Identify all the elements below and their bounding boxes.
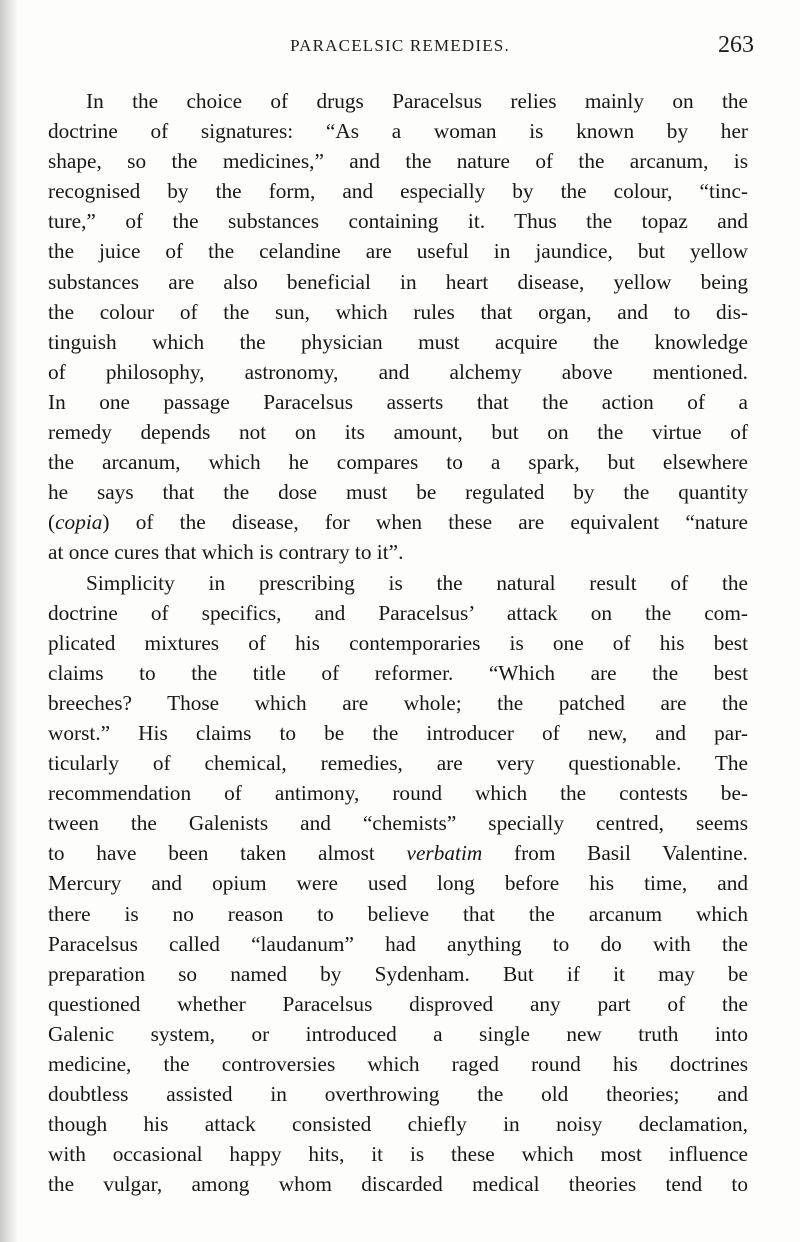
text-line: medicine, the controversies which raged round his doctrines: [48, 1052, 748, 1076]
text-line: doctrine of signatures: “As a woman is known by her: [48, 119, 748, 144]
text-line: Galenic system, or introduced a single new truth into: [48, 1021, 748, 1046]
text-line: tinguish which the physician must acquire the knowledge: [48, 329, 748, 354]
text-line: ticularly of chemical, remedies, are very questionable. The: [48, 751, 748, 776]
text-line-rest: from Basil Valentine.: [513, 841, 748, 866]
text-line: the colour of the sun, which rules that organ, and to dis-: [48, 299, 748, 324]
page-edge-shadow: [0, 0, 18, 1242]
text-line: the juice of the celandine are useful in jaundice, but yellow: [48, 239, 748, 264]
text-line: preparation so named by Sydenham. But if it may be: [48, 961, 748, 986]
italic-word-verbatim: verbatim: [406, 841, 483, 866]
text-line: Paracelsus called “laudanum” had anything to do with the: [48, 931, 748, 956]
text-line: at once cures that which is contrary to it”.: [48, 540, 404, 565]
text-line: doubtless assisted in overthrowing the old theories; and: [48, 1082, 748, 1107]
text-line: though his attack consisted chiefly in noisy declamation,: [48, 1112, 748, 1137]
running-head: [0, 32, 800, 66]
text-line: remedy depends not on its amount, but on the virtue of: [48, 420, 748, 445]
text-line: Simplicity in prescribing is the natural result of the: [86, 570, 748, 595]
text-line: doctrine of specifics, and Paracelsus’ attack on the com-: [48, 600, 748, 625]
text-line: shape, so the medicines,” and the nature of the arcanum, is: [48, 149, 748, 174]
text-line: plicated mixtures of his contemporaries is one of his best: [48, 630, 748, 655]
text-line-start: to have been taken almost: [48, 841, 375, 866]
text-line: with occasional happy hits, it is these which most influence: [48, 1142, 748, 1167]
text-line: tween the Galenists and “chemists” specially centred, seems: [48, 811, 748, 836]
text-line: the arcanum, which he compares to a spark, but elsewhere: [48, 450, 748, 475]
text-line: the vulgar, among whom discarded medical theories tend to: [48, 1172, 748, 1197]
italic-word-copia: copia: [55, 510, 103, 535]
text-line: questioned whether Paracelsus disproved any part of the: [48, 991, 748, 1016]
text-line: In the choice of drugs Paracelsus relies mainly on the: [86, 89, 748, 113]
text-line: In one passage Paracelsus asserts that the action of a: [48, 389, 748, 414]
text-line: worst.” His claims to be the introducer of new, and par-: [48, 720, 748, 745]
text-line: claims to the title of reformer. “Which are the best: [48, 660, 748, 685]
text-line-verbatim: [48, 838, 748, 868]
running-title: PARACELSIC REMEDIES.: [290, 36, 510, 55]
text-line: recommendation of antimony, round which the contests be-: [48, 781, 748, 806]
text-line: of philosophy, astronomy, and alchemy above mentioned.: [48, 359, 748, 384]
text-line: he says that the dose must be regulated by the quantity: [48, 480, 748, 505]
page-number: 263: [718, 32, 754, 58]
text-line-copia: (copia) of the disease, for when these are equivalent “nature: [48, 510, 748, 535]
text-line-rest: of the disease, for when these are equivalent “nature: [135, 510, 748, 535]
body-text: [48, 86, 748, 1199]
text-line: ture,” of the substances containing it. Thus the topaz and: [48, 209, 748, 234]
text-line: there is no reason to believe that the arcanum which: [48, 901, 748, 926]
text-line: breeches? Those which are whole; the patched are the: [48, 690, 748, 715]
text-line: recognised by the form, and especially by the colour, “tinc-: [48, 179, 748, 204]
text-line: Mercury and opium were used long before his time, and: [48, 871, 748, 896]
text-line: substances are also beneficial in heart disease, yellow being: [48, 269, 748, 294]
